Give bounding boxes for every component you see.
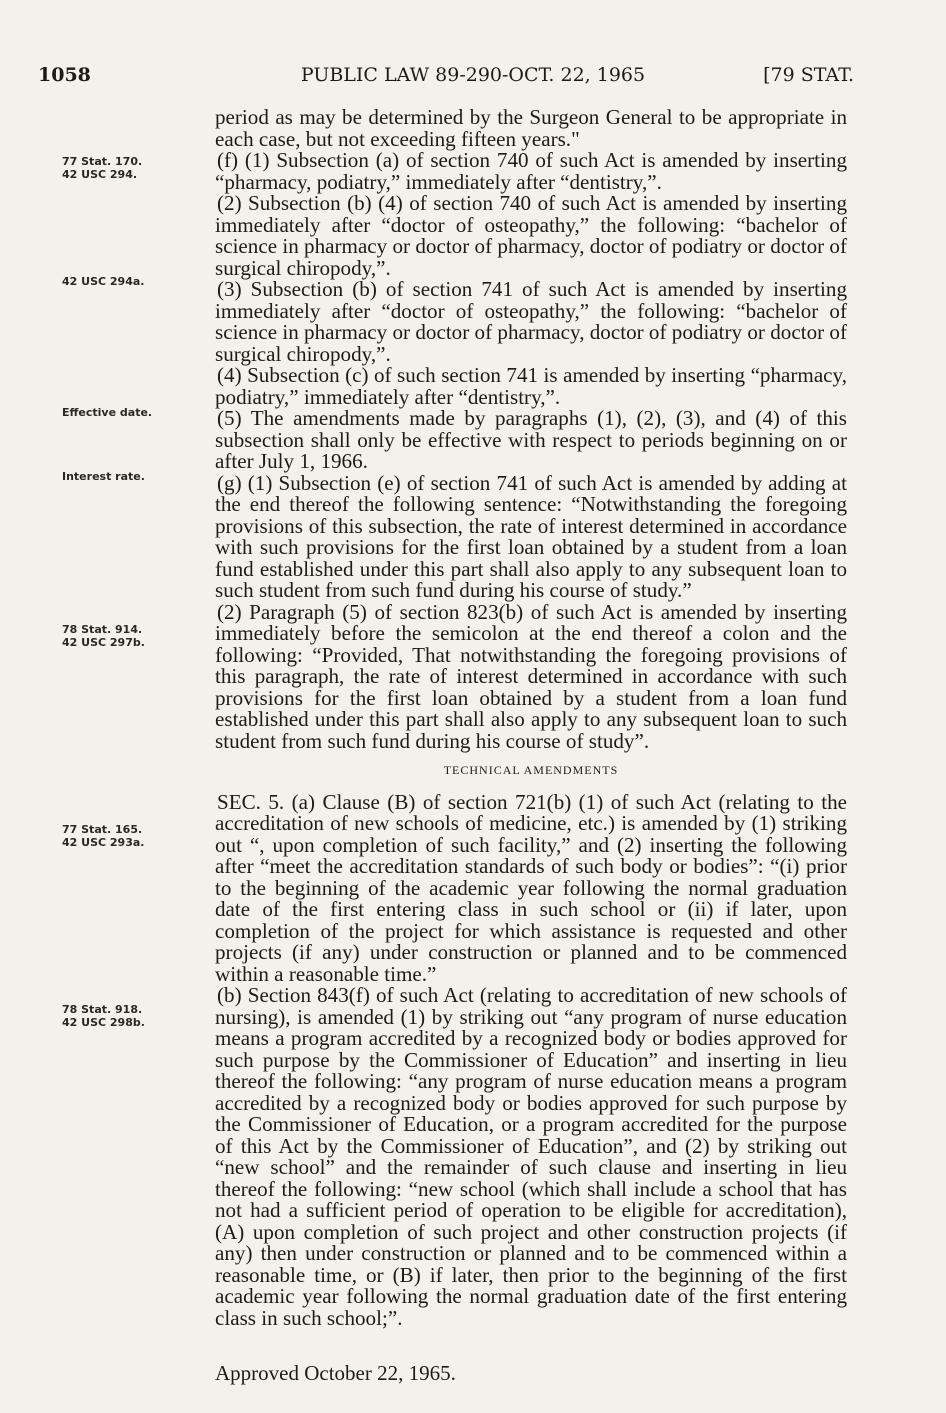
paragraph: (3) Subsection (b) of section 741 of such Act is amended by inserting immediately after “doctor of osteopathy,” the following: “bachelor of science in pharmacy or doctor of pharmacy, doctor of podiatry or doctor of surgical chiropody,”. — [215, 277, 847, 366]
margin-note — [62, 406, 152, 419]
margin-note — [62, 275, 144, 288]
paragraph: (f) (1) Subsection (a) of section 740 of such Act is amended by inserting “pharmacy, podiatry,” immediately after “dentistry,”. — [215, 148, 847, 194]
margin-note-line: 77 Stat. 170. — [62, 155, 143, 168]
margin-note — [62, 155, 142, 181]
margin-note-line: 42 USC 298b. — [62, 1016, 145, 1029]
stat-volume: [79 STAT. — [763, 64, 854, 86]
paragraph: (2) Subsection (b) (4) of section 740 of such Act is amended by inserting immediately after “doctor of osteopathy,” the following: “bachelor of science in pharmacy or doctor of pharmacy, doctor of podiatry or doctor of surgical chiropody,”. — [215, 191, 847, 280]
margin-note-line: 42 USC 294a. — [62, 275, 145, 288]
margin-note — [62, 470, 145, 483]
paragraph: (5) The amendments made by paragraphs (1), (2), (3), and (4) of this subsection shall only be effective with respect to periods beginning on or after July 1, 1966. — [215, 406, 847, 473]
paragraph: (g) (1) Subsection (e) of section 741 of such Act is amended by adding at the end thereof the following sentence: “Notwithstanding the foregoing provisions of this subsection, the rate of interest determined in accordance with such provisions for the first loan obtained by a student from a loan fund established under this part shall also apply to any subsequent loan to such student from such fund during his course of study.” — [215, 470, 847, 602]
margin-note-line: 42 USC 294. — [62, 168, 138, 181]
margin-note — [62, 823, 144, 849]
paragraph: (2) Paragraph (5) of section 823(b) of such Act is amended by inserting immediately before the semicolon at the end thereof a colon and the following: “Provided, That notwithstanding the foregoing provisions of this paragraph, the rate of interest determined in accordance with such provisions for the first loan obtained by a student from a loan fund established under this part shall also apply to any subsequent loan to such student from such fund during his course of study”. — [215, 599, 847, 753]
body-column — [215, 107, 847, 1329]
paragraph: SEC. 5. (a) Clause (B) of section 721(b) (1) of such Act (relating to the accreditation of new schools of medicine, etc.) is amended by (1) striking out “, upon completion of such facility,” and (2) inserting the following after “meet the accreditation standards of such body or bodies”: “(i) prior to the beginning of the academic year following the normal graduation date of the first entering class in such school or (ii) if later, upon completion of the project for which assistance is requested and other projects (if any) under construction or planned and to be commenced within a reasonable time.” — [215, 789, 847, 986]
margin-note-line: 78 Stat. 918. — [62, 1003, 143, 1016]
margin-note-line: Interest rate. — [62, 470, 145, 483]
running-header — [0, 64, 946, 94]
section-heading: TECHNICAL AMENDMENTS — [443, 763, 619, 777]
margin-note — [62, 623, 145, 649]
page-number: 1058 — [38, 64, 91, 86]
margin-note-line: Effective date. — [62, 406, 153, 419]
paragraph: period as may be determined by the Surgeon General to be appropriate in each case, but not exceeding fifteen years." — [215, 105, 847, 151]
paragraph: (b) Section 843(f) of such Act (relating to accreditation of new schools of nursing), is amended (1) by striking out “any program of nurse education means a program accredited by a recognized body or bodies approved for such purpose by the Commissioner of Education” and inserting in lieu thereof the following: “any program of nurse education means a program accredited by a recognized body or bodies approved for such purpose by the Commissioner of Education, or a program accredited for the purpose of this Act by the Commissioner of Education”, and (2) by striking out “new school” and the remainder of such clause and inserting in lieu thereof the following: “new school (which shall include a school that has not had a sufficient period of operation to be eligible for accreditation), (A) upon completion of such project and other construction projects (if any) then under construction or planned and to be commenced within a reasonable time, or (B) if later, then prior to the beginning of the first academic year following the normal graduation date of the first entering class in such school;”. — [215, 983, 847, 1330]
running-title: PUBLIC LAW 89-290-OCT. 22, 1965 — [300, 64, 646, 86]
margin-note — [62, 1003, 145, 1029]
margin-note-line: 42 USC 297b. — [62, 636, 145, 649]
margin-note-line: 42 USC 293a. — [62, 836, 145, 849]
margin-note-line: 77 Stat. 165. — [62, 823, 143, 836]
paragraph: (4) Subsection (c) of such section 741 is amended by inserting “pharmacy, podiatry,” immediately after “dentistry,”. — [215, 363, 847, 409]
approval-line: Approved October 22, 1965. — [215, 1361, 456, 1385]
margin-note-line: 78 Stat. 914. — [62, 623, 143, 636]
